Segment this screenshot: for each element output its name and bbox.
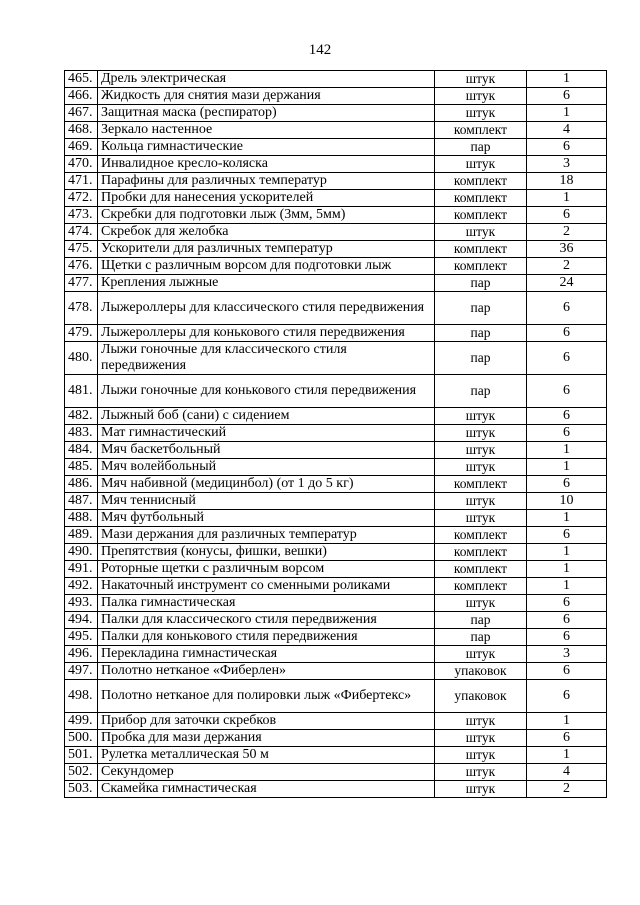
item-unit: пар <box>435 275 527 292</box>
row-number: 467. <box>65 105 98 122</box>
row-number: 503. <box>65 781 98 798</box>
item-quantity: 24 <box>527 275 607 292</box>
item-quantity: 4 <box>527 764 607 781</box>
row-number: 479. <box>65 325 98 342</box>
table-row <box>65 764 607 781</box>
table-row <box>65 325 607 342</box>
item-quantity: 6 <box>527 730 607 747</box>
item-quantity: 6 <box>527 612 607 629</box>
table-row <box>65 173 607 190</box>
row-number: 473. <box>65 207 98 224</box>
table-row <box>65 527 607 544</box>
item-unit: штук <box>435 510 527 527</box>
item-unit: штук <box>435 224 527 241</box>
item-quantity: 6 <box>527 425 607 442</box>
table-row <box>65 375 607 408</box>
item-unit: штук <box>435 493 527 510</box>
item-quantity: 1 <box>527 578 607 595</box>
row-number: 496. <box>65 646 98 663</box>
item-quantity: 6 <box>527 476 607 493</box>
item-name: Ускорители для различных температур <box>98 241 435 258</box>
table-row <box>65 476 607 493</box>
equipment-table <box>64 70 607 798</box>
table-row <box>65 493 607 510</box>
item-unit: штук <box>435 764 527 781</box>
row-number: 502. <box>65 764 98 781</box>
item-unit: пар <box>435 629 527 646</box>
item-unit: штук <box>435 595 527 612</box>
table-row <box>65 459 607 476</box>
table-row <box>65 105 607 122</box>
item-unit: комплект <box>435 561 527 578</box>
item-name: Палки для классического стиля передвижения <box>98 612 435 629</box>
item-unit: штук <box>435 713 527 730</box>
item-name: Палка гимнастическая <box>98 595 435 612</box>
item-quantity: 1 <box>527 510 607 527</box>
table-row <box>65 612 607 629</box>
row-number: 480. <box>65 342 98 375</box>
item-quantity: 6 <box>527 207 607 224</box>
table-row <box>65 544 607 561</box>
item-unit: штук <box>435 408 527 425</box>
row-number: 494. <box>65 612 98 629</box>
item-name: Скамейка гимнастическая <box>98 781 435 798</box>
item-name: Мяч футбольный <box>98 510 435 527</box>
item-quantity: 6 <box>527 595 607 612</box>
item-quantity: 1 <box>527 459 607 476</box>
item-name: Лыжный боб (сани) с сидением <box>98 408 435 425</box>
row-number: 474. <box>65 224 98 241</box>
item-unit: штук <box>435 459 527 476</box>
item-quantity: 6 <box>527 88 607 105</box>
item-unit: упаковок <box>435 663 527 680</box>
item-name: Скребок для желобка <box>98 224 435 241</box>
page-number: 142 <box>308 42 332 58</box>
item-quantity: 4 <box>527 122 607 139</box>
item-quantity: 2 <box>527 224 607 241</box>
item-unit: пар <box>435 139 527 156</box>
row-number: 478. <box>65 292 98 325</box>
table-row <box>65 275 607 292</box>
table-row <box>65 781 607 798</box>
item-name: Мяч теннисный <box>98 493 435 510</box>
item-unit: пар <box>435 292 527 325</box>
row-number: 466. <box>65 88 98 105</box>
item-name: Скребки для подготовки лыж (3мм, 5мм) <box>98 207 435 224</box>
item-quantity: 3 <box>527 646 607 663</box>
item-unit: штук <box>435 646 527 663</box>
table-row <box>65 663 607 680</box>
table-row <box>65 139 607 156</box>
item-name: Инвалидное кресло-коляска <box>98 156 435 173</box>
item-unit: пар <box>435 325 527 342</box>
row-number: 469. <box>65 139 98 156</box>
item-quantity: 2 <box>527 258 607 275</box>
item-unit: комплект <box>435 578 527 595</box>
item-unit: комплект <box>435 207 527 224</box>
row-number: 501. <box>65 747 98 764</box>
table-row <box>65 510 607 527</box>
item-name: Парафины для различных температур <box>98 173 435 190</box>
table-row <box>65 747 607 764</box>
item-quantity: 3 <box>527 156 607 173</box>
item-unit: комплект <box>435 258 527 275</box>
table-row <box>65 595 607 612</box>
row-number: 500. <box>65 730 98 747</box>
item-unit: штук <box>435 71 527 88</box>
item-name: Полотно нетканое для полировки лыж «Фибертекс» <box>98 680 435 713</box>
item-unit: штук <box>435 425 527 442</box>
row-number: 476. <box>65 258 98 275</box>
item-quantity: 6 <box>527 629 607 646</box>
row-number: 498. <box>65 680 98 713</box>
table-row <box>65 425 607 442</box>
item-quantity: 6 <box>527 680 607 713</box>
item-name: Лыжи гоночные для классического стиля передвижения <box>98 342 435 375</box>
item-name: Палки для конькового стиля передвижения <box>98 629 435 646</box>
table-row <box>65 292 607 325</box>
item-quantity: 6 <box>527 139 607 156</box>
item-name: Перекладина гимнастическая <box>98 646 435 663</box>
item-unit: упаковок <box>435 680 527 713</box>
row-number: 497. <box>65 663 98 680</box>
row-number: 486. <box>65 476 98 493</box>
item-unit: штук <box>435 442 527 459</box>
item-name: Жидкость для снятия мази держания <box>98 88 435 105</box>
row-number: 487. <box>65 493 98 510</box>
table-row <box>65 190 607 207</box>
row-number: 475. <box>65 241 98 258</box>
item-name: Мяч набивной (медицинбол) (от 1 до 5 кг) <box>98 476 435 493</box>
row-number: 492. <box>65 578 98 595</box>
table-row <box>65 408 607 425</box>
item-name: Пробка для мази держания <box>98 730 435 747</box>
item-name: Мяч баскетбольный <box>98 442 435 459</box>
item-quantity: 10 <box>527 493 607 510</box>
item-name: Защитная маска (респиратор) <box>98 105 435 122</box>
item-quantity: 6 <box>527 663 607 680</box>
item-name: Полотно нетканое «Фиберлен» <box>98 663 435 680</box>
item-quantity: 1 <box>527 747 607 764</box>
item-unit: комплект <box>435 476 527 493</box>
row-number: 493. <box>65 595 98 612</box>
table-row <box>65 578 607 595</box>
table-row <box>65 207 607 224</box>
row-number: 472. <box>65 190 98 207</box>
row-number: 495. <box>65 629 98 646</box>
item-unit: штук <box>435 781 527 798</box>
row-number: 488. <box>65 510 98 527</box>
item-name: Лыжи гоночные для конькового стиля передвижения <box>98 375 435 408</box>
item-unit: штук <box>435 730 527 747</box>
table-row <box>65 629 607 646</box>
row-number: 471. <box>65 173 98 190</box>
table-row <box>65 122 607 139</box>
item-unit: штук <box>435 747 527 764</box>
item-name: Лыжероллеры для конькового стиля передвижения <box>98 325 435 342</box>
item-quantity: 1 <box>527 105 607 122</box>
item-quantity: 6 <box>527 375 607 408</box>
table-row <box>65 88 607 105</box>
item-name: Секундомер <box>98 764 435 781</box>
item-name: Мяч волейбольный <box>98 459 435 476</box>
item-unit: штук <box>435 105 527 122</box>
item-quantity: 1 <box>527 713 607 730</box>
item-quantity: 6 <box>527 325 607 342</box>
item-quantity: 6 <box>527 292 607 325</box>
item-name: Мази держания для различных температур <box>98 527 435 544</box>
row-number: 490. <box>65 544 98 561</box>
item-unit: комплект <box>435 190 527 207</box>
table-row <box>65 442 607 459</box>
item-name: Лыжероллеры для классического стиля передвижения <box>98 292 435 325</box>
item-quantity: 1 <box>527 190 607 207</box>
item-unit: штук <box>435 156 527 173</box>
table-row <box>65 646 607 663</box>
table-row <box>65 258 607 275</box>
item-unit: пар <box>435 612 527 629</box>
table-row <box>65 224 607 241</box>
item-quantity: 1 <box>527 561 607 578</box>
row-number: 483. <box>65 425 98 442</box>
item-name: Накаточный инструмент со сменными роликами <box>98 578 435 595</box>
item-name: Прибор для заточки скребков <box>98 713 435 730</box>
item-unit: пар <box>435 375 527 408</box>
item-quantity: 1 <box>527 71 607 88</box>
table-row <box>65 730 607 747</box>
equipment-table-body <box>65 71 607 798</box>
item-quantity: 6 <box>527 408 607 425</box>
item-quantity: 6 <box>527 342 607 375</box>
item-unit: штук <box>435 88 527 105</box>
table-row <box>65 680 607 713</box>
item-quantity: 6 <box>527 527 607 544</box>
row-number: 485. <box>65 459 98 476</box>
row-number: 470. <box>65 156 98 173</box>
row-number: 484. <box>65 442 98 459</box>
item-unit: комплект <box>435 173 527 190</box>
item-name: Рулетка металлическая 50 м <box>98 747 435 764</box>
item-unit: комплект <box>435 122 527 139</box>
row-number: 489. <box>65 527 98 544</box>
row-number: 482. <box>65 408 98 425</box>
item-name: Крепления лыжные <box>98 275 435 292</box>
item-name: Пробки для нанесения ускорителей <box>98 190 435 207</box>
table-row <box>65 713 607 730</box>
row-number: 465. <box>65 71 98 88</box>
item-quantity: 18 <box>527 173 607 190</box>
item-unit: комплект <box>435 241 527 258</box>
item-name: Щетки с различным ворсом для подготовки лыж <box>98 258 435 275</box>
item-quantity: 2 <box>527 781 607 798</box>
item-name: Роторные щетки с различным ворсом <box>98 561 435 578</box>
item-unit: пар <box>435 342 527 375</box>
item-quantity: 1 <box>527 442 607 459</box>
item-unit: комплект <box>435 544 527 561</box>
item-name: Кольца гимнастические <box>98 139 435 156</box>
item-quantity: 36 <box>527 241 607 258</box>
row-number: 491. <box>65 561 98 578</box>
item-quantity: 1 <box>527 544 607 561</box>
item-name: Мат гимнастический <box>98 425 435 442</box>
item-name: Препятствия (конусы, фишки, вешки) <box>98 544 435 561</box>
table-row <box>65 156 607 173</box>
item-unit: комплект <box>435 527 527 544</box>
table-row <box>65 561 607 578</box>
row-number: 477. <box>65 275 98 292</box>
table-row <box>65 342 607 375</box>
table-row <box>65 71 607 88</box>
row-number: 481. <box>65 375 98 408</box>
item-name: Дрель электрическая <box>98 71 435 88</box>
item-name: Зеркало настенное <box>98 122 435 139</box>
row-number: 499. <box>65 713 98 730</box>
row-number: 468. <box>65 122 98 139</box>
table-row <box>65 241 607 258</box>
